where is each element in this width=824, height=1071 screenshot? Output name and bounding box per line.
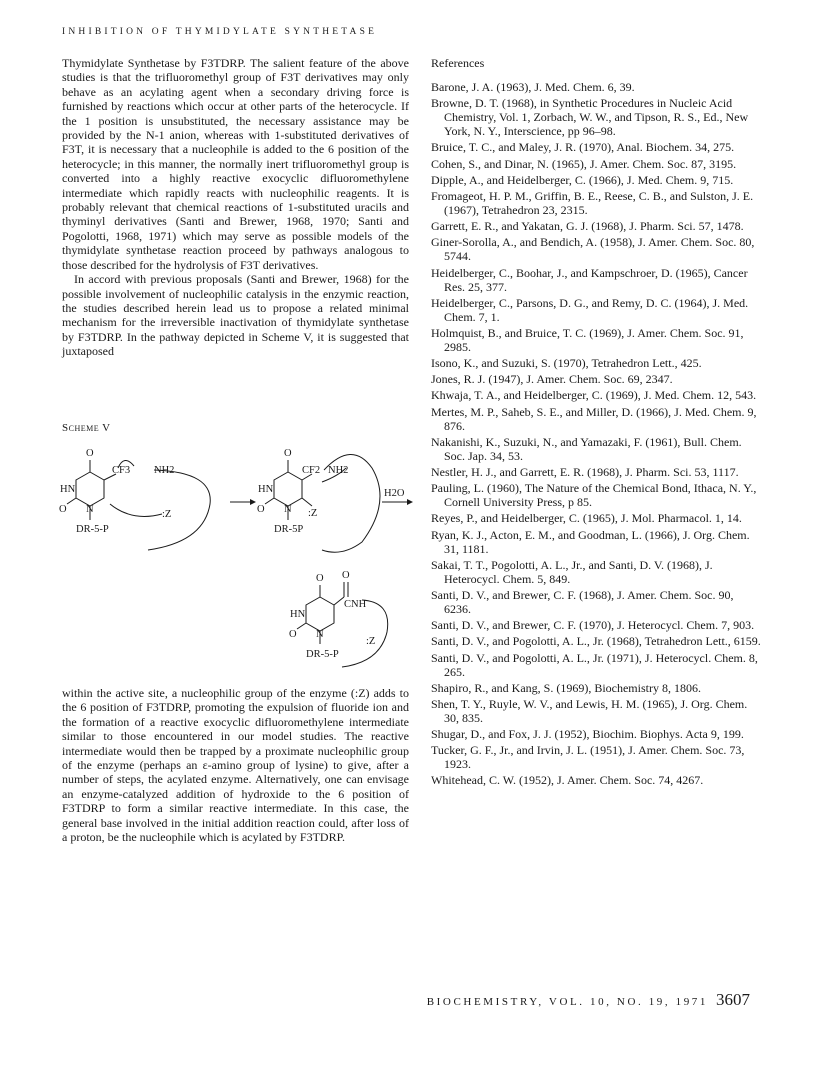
s2-cf2: CF2 — [302, 465, 321, 476]
reference-item: Dipple, A., and Heidelberger, C. (1966), J. Med. Chem. 9, 715. — [431, 172, 734, 187]
reference-item: Heidelberger, C., Parsons, D. G., and Remy, D. C. (1964), J. Med. Chem. 7, 1. — [431, 295, 749, 324]
paragraph-2: In accord with previous proposals (Santi and Brewer, 1968) for the possible involvement of nucleophilic catalysis in the enzymic reaction, the studies described herein lead us to propose a related minimal mechanism for the irreversible inactivation of thymidylate synthetase by F3TDRP. In the pathway depicted in Scheme V, it is suggested that juxtaposed — [62, 272, 409, 359]
reference-item: Holmquist, B., and Bruice, T. C. (1969), J. Amer. Chem. Soc. 91, 2985. — [431, 325, 744, 354]
reference-item: Santi, D. V., and Brewer, C. F. (1970), J. Heterocycl. Chem. 7, 903. — [431, 618, 755, 633]
reference-item: Sakai, T. T., Pogolotti, A. L., Jr., and Santi, D. V. (1968), J. Heterocycl. Chem. 5, 849. — [431, 557, 713, 586]
s2-hn: HN — [258, 484, 274, 495]
s3-oxygen: O — [316, 573, 324, 584]
reaction-h2o: H2O — [384, 488, 405, 499]
reference-item: Santi, D. V., and Pogolotti, A. L., Jr. (1968), Tetrahedron Lett., 6159. — [431, 634, 761, 649]
s2-oxygen-2: O — [257, 504, 265, 515]
reference-item: Giner-Sorolla, A., and Bendich, A. (1958), J. Amer. Chem. Soc. 80, 5744. — [431, 235, 755, 264]
s3-oxygen-2: O — [289, 629, 297, 640]
reference-item: Fromageot, H. P. M., Griffin, B. E., Reese, C. B., and Sulston, J. E. (1967), Tetrahedron 23, 2315. — [431, 188, 754, 217]
scheme-v-diagram — [59, 432, 422, 682]
reference-item: Mertes, M. P., Saheb, S. E., and Miller, D. (1966), J. Med. Chem. 9, 876. — [431, 404, 757, 433]
s1-hn: HN — [60, 484, 76, 495]
s2-nh2: NH2 — [328, 465, 349, 476]
s1-z: :Z — [162, 509, 172, 520]
page-number: 3607 — [716, 990, 750, 1009]
s2-n: N — [284, 504, 292, 515]
s2-dr5p: DR-5P — [274, 524, 304, 535]
reference-item: Whitehead, C. W. (1952), J. Amer. Chem. Soc. 74, 4267. — [431, 773, 704, 788]
reference-item: Santi, D. V., and Pogolotti, A. L., Jr. (1971), J. Heterocycl. Chem. 8, 265. — [431, 650, 758, 679]
s2-z: :Z — [308, 508, 318, 519]
scheme-v-svg — [59, 432, 422, 682]
reference-item: Shugar, D., and Fox, J. J. (1952), Biochim. Biophys. Acta 9, 199. — [431, 727, 744, 742]
reference-item: Jones, R. J. (1947), J. Amer. Chem. Soc. 69, 2347. — [431, 372, 673, 387]
running-head: INHIBITION OF THYMIDYLATE SYNTHETASE — [62, 27, 378, 37]
reference-item: Cohen, S., and Dinar, N. (1965), J. Amer. Chem. Soc. 87, 3195. — [431, 156, 737, 171]
s3-z: :Z — [366, 636, 376, 647]
reference-item: Pauling, L. (1960), The Nature of the Chemical Bond, Ithaca, N. Y., Cornell University Press, p 85. — [431, 481, 757, 510]
s1-cf3: CF3 — [112, 465, 131, 476]
scheme-label: Scheme V — [62, 422, 111, 434]
reference-item: Nestler, H. J., and Garrett, E. R. (1968), J. Pharm. Sci. 53, 1117. — [431, 465, 739, 479]
reference-item: Nakanishi, K., Suzuki, N., and Yamazaki, F. (1961), Bull. Chem. Soc. Jap. 34, 53. — [431, 434, 742, 463]
s3-cnh: CNH — [344, 599, 367, 610]
s1-oxygen: O — [86, 448, 94, 459]
reference-item: Shapiro, R., and Kang, S. (1969), Biochemistry 8, 1806. — [431, 680, 701, 695]
s1-dr5p: DR-5-P — [76, 524, 109, 535]
references-heading: References — [431, 56, 485, 70]
paragraph-1: Thymidylate Synthetase by F3TDRP. The salient feature of the above studies is that the trifluoromethyl group of F3T derivatives may only behave as an acylating agent when a secondary driving force is furnished by reactions which occur at other parts of the heterocycle. If the 1 position is unsubstituted, the necessary assistance may be provided by the N-1 anion, whereas with 1-substituted derivatives of F3T, it is necessary that a nucleophile is added to the 6 position of the heterocycle; in this manner, the normally inert trifluoromethyl group is converted into a highly reactive exocyclic difluoromethylene intermediate which rapidly reacts with nucleophilic reagents. It is probably relevant that chemical reactions of 1-substituted uracils and thyminyl derivatives (Santi and Brewer, 1968, 1970; Santi and Pogolotti, 1968, 1971) which may serve as possible models of the thymidylate synthetase reaction proceed by pathways analogous to those described for the hydrolysis of F3T derivatives. — [62, 56, 409, 272]
reference-item: Isono, K., and Suzuki, S. (1970), Tetrahedron Lett., 425. — [431, 356, 702, 371]
reference-item: Ryan, K. J., Acton, E. M., and Goodman, L. (1966), J. Org. Chem. 31, 1181. — [431, 527, 750, 556]
s3-hn: HN — [290, 609, 306, 620]
reference-item: Khwaja, T. A., and Heidelberger, C. (1969), J. Med. Chem. 12, 543. — [431, 388, 757, 403]
s3-dr5p: DR-5-P — [306, 649, 339, 660]
reference-item: Reyes, P., and Heidelberger, C. (1965), J. Mol. Pharmacol. 1, 14. — [431, 511, 742, 526]
reference-item: Shen, T. Y., Ruyle, W. V., and Lewis, H. M. (1965), J. Org. Chem. 30, 835. — [431, 696, 748, 725]
journal-citation: BIOCHEMISTRY, VOL. 10, NO. 19, 1971 — [426, 996, 708, 1008]
page-footer — [427, 990, 750, 1010]
reference-item: Tucker, G. F., Jr., and Irvin, J. L. (1951), J. Amer. Chem. Soc. 73, 1923. — [431, 743, 745, 772]
s1-nh2: NH2 — [154, 465, 175, 476]
paragraph-3: within the active site, a nucleophilic group of the enzyme (:Z) adds to the 6 position of F3TDRP, promoting the expulsion of fluoride ion and the formation of a reactive exocyclic difluoromethylene intermediate similar to those encountered in our model studies. The reactive intermediate would then be trapped by a proximate nucleophilic group of the enzyme (perhaps an ε-amino group of lysine) to give, after a number of steps, the acylated enzyme. Alternatively, one can envisage an enzyme-catalyzed addition of hydroxide to the 6 position of F3TDRP to form a similar reactive intermediate. In this case, the general base involved in the initial addition reaction could, after loss of a proton, be the nucleophile which is acylated by F3TDRP. — [62, 686, 409, 845]
reference-item: Browne, D. T. (1968), in Synthetic Procedures in Nucleic Acid Chemistry, Vol. 1, Zorbach, W. W., and Tipson, R. S., Ed., New York, N. Y., Interscience, pp 96–98. — [431, 96, 749, 139]
reference-item: Barone, J. A. (1963), J. Med. Chem. 6, 39. — [431, 80, 635, 94]
reference-item: Heidelberger, C., Boohar, J., and Kampschroer, D. (1965), Cancer Res. 25, 377. — [431, 265, 748, 294]
s1-oxygen-2: O — [59, 504, 67, 515]
references-list — [431, 80, 761, 787]
references-column — [431, 56, 761, 790]
reference-item: Bruice, T. C., and Maley, J. R. (1970), Anal. Biochem. 34, 275. — [431, 140, 735, 155]
reference-item: Garrett, E. R., and Yakatan, G. J. (1968), J. Pharm. Sci. 57, 1478. — [431, 219, 744, 234]
s2-oxygen: O — [284, 448, 292, 459]
s3-oxygen-top: O — [342, 570, 350, 581]
s3-n: N — [316, 629, 324, 640]
s1-n: N — [86, 504, 94, 515]
reference-item: Santi, D. V., and Brewer, C. F. (1968), J. Amer. Chem. Soc. 90, 6236. — [431, 587, 734, 616]
